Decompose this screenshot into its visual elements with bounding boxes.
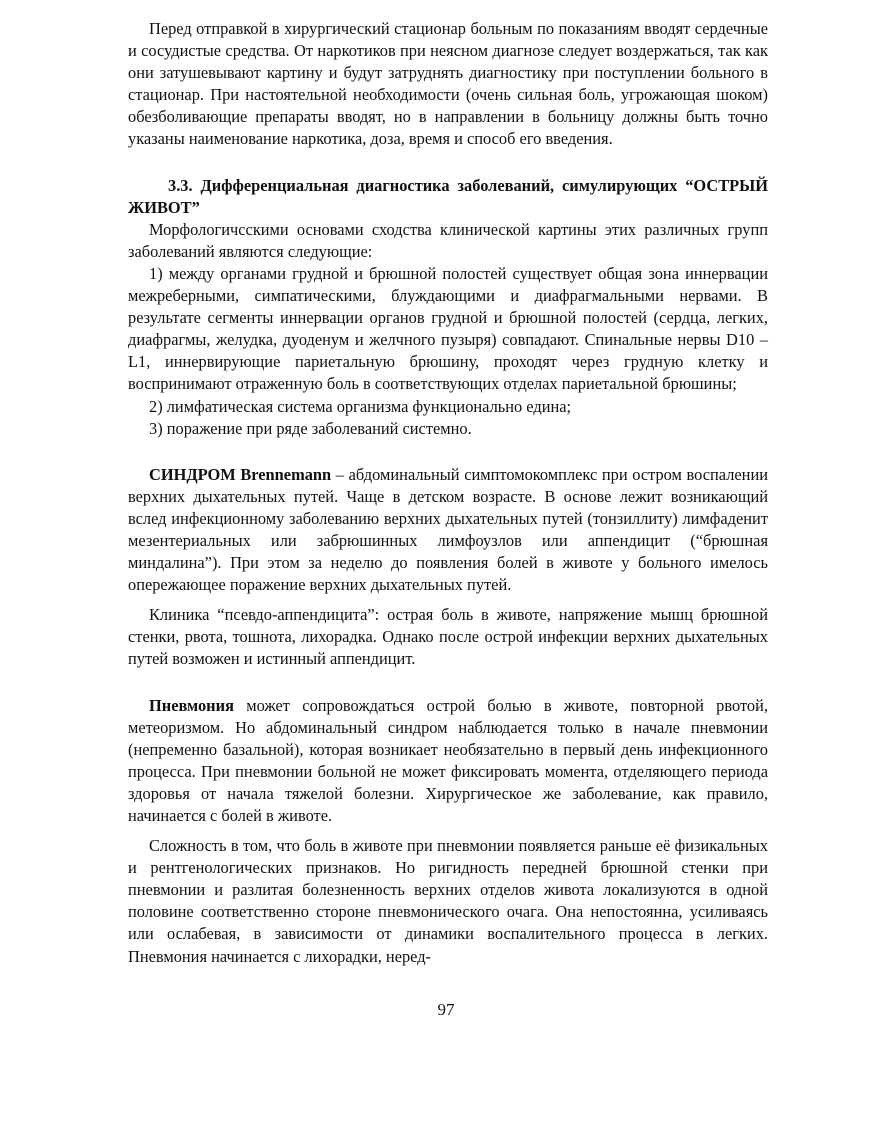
- page-number: 97: [437, 1000, 455, 1019]
- section-heading: 3.3. Дифференциальная диагностика заболеваний, симулирующих “ОСТРЫЙ ЖИВОТ”: [128, 175, 768, 217]
- document-page: [128, 18, 768, 968]
- paragraph-pneumonia: [128, 695, 768, 828]
- paragraph-pneumonia-complexity: Сложность в том, что боль в животе при пневмонии появляется раньше её физикальных и рентгенологических признаков. Но ригидность передней брюшной стенки при пневмонии и разлитая болезненность верхних отделов живота локализуются в одной половине соответственно стороне пневмонического очага. Она непостоянна, усиливаясь или ослабевая, в зависимости от динамики воспалительного процесса в легких. Пневмония начинается с лихорадки, неред-: [128, 836, 768, 966]
- term-brennemann: СИНДРОМ Brennemann: [149, 464, 332, 484]
- term-pneumonia: Пневмония: [149, 695, 234, 715]
- list-item-systemic: 3) поражение при ряде заболеваний системно.: [149, 418, 472, 438]
- list-item-innervation: 1) между органами грудной и брюшной полостей существует общая зона иннервации межреберными, симпатическими, блуждающими и диафрагмальными нервами. В результате сегменты иннервации органов грудной и брюшной полостей (сердца, легких, диафрагмы, желудка, дуоденум и желчного пузыря) совпадают. Спинальные нервы D10 – L1, иннервирующие париетальную брюшину, проходят через грудную клетку и воспринимают отраженную боль в соответствующих отделах париетальной брюшины;: [128, 263, 768, 394]
- list-item-lymphatic: 2) лимфатическая система организма функционально едина;: [149, 396, 572, 416]
- brennemann-description: – абдоминальный симптомокомплекс при остром воспалении верхних дыхательных путей. Чаще в детском возрасте. В основе лежит возникающий вслед инфекционному заболеванию верхних дыхательных путей (тонзиллиту) лимфаденит мезентериальных или забрюшинных лимфоузлов или аппендицит (“брюшная миндалина”). При этом за неделю до появления болей в животе у больного имелось опережающее поражение верхних дыхательных путей.: [128, 464, 768, 595]
- paragraph-preoperative-care: Перед отправкой в хирургический стационар больным по показаниям вводят сердечные и сосудистые средства. От наркотиков при неясном диагнозе следует воздержаться, так как они затушевывают картину и будут затруднять диагностику при поступлении больного в стационар. При настоятельной необходимости (очень сильная боль, угрожающая шоком) обезболивающие препараты вводят, но в направлении в больницу должны быть точно указаны наименование наркотика, доза, время и способ его введения.: [128, 19, 768, 149]
- pneumonia-description: может сопровождаться острой болью в животе, повторной рвотой, метеоризмом. Но абдоминальный синдром наблюдается только в начале пневмонии (непременно базальной), которая возникает необязательно в первый день инфекционного процесса. При пневмонии больной не может фиксировать момента, отделяющего периода здоровья от начала тяжелой болезни. Хирургическое же заболевание, как правило, начинается с болей в животе.: [128, 695, 768, 825]
- paragraph-pseudo-appendicitis: Клиника “псевдо-аппендицита”: острая боль в животе, напряжение мышц брюшной стенки, рвота, тошнота, лихорадка. Однако после острой инфекции верхних дыхательных путей возможен и истинный аппендицит.: [128, 605, 768, 669]
- paragraph-morphological-basis: Морфологичсскими основами сходства клинической картины этих различных групп заболеваний являются следующие:: [128, 219, 768, 261]
- paragraph-brennemann-syndrome: [128, 464, 768, 597]
